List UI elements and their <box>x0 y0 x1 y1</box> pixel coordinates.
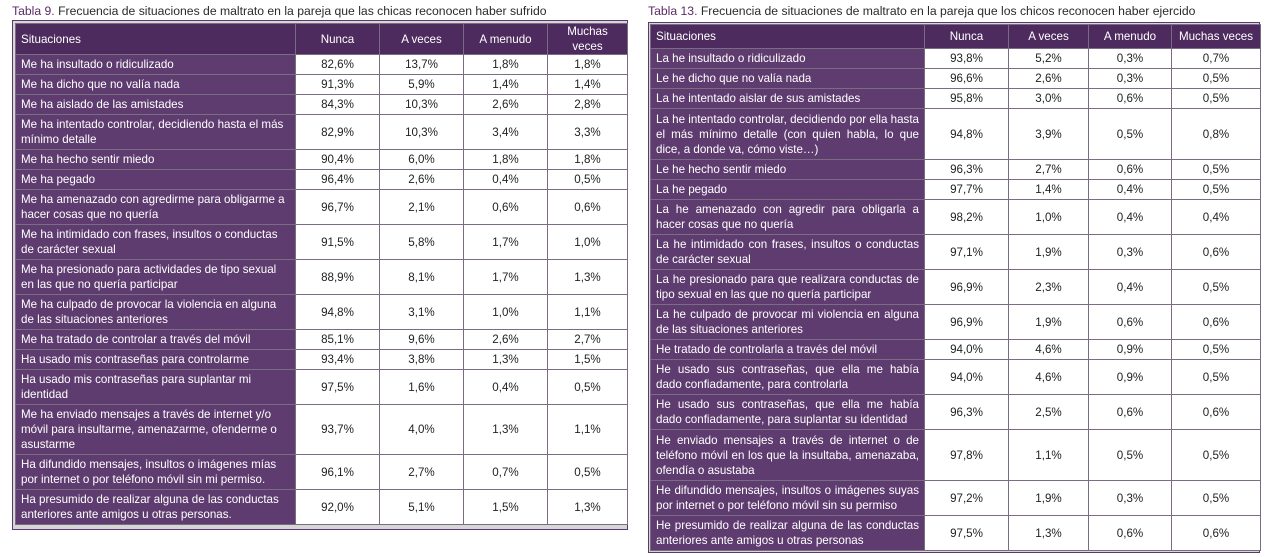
table-row <box>16 225 628 260</box>
cell-a-veces: 3,1% <box>380 295 464 330</box>
cell-situation: Me ha amenazado con agredirme para obligarme a hacer cosas que no quería <box>16 190 296 225</box>
cell-muchas-veces: 0,5% <box>1172 340 1261 360</box>
cell-a-menudo: 0,3% <box>1089 49 1172 69</box>
table-row <box>651 270 1261 305</box>
cell-situation: Le he dicho que no valía nada <box>651 69 925 89</box>
table-13-caption <box>648 0 1260 20</box>
cell-a-menudo: 0,4% <box>1089 180 1172 200</box>
table-row <box>651 89 1261 109</box>
cell-a-menudo: 1,5% <box>464 490 548 525</box>
cell-situation: Ha usado mis contraseñas para suplantar mi identidad <box>16 370 296 405</box>
cell-muchas-veces: 0,6% <box>1172 305 1261 340</box>
table-13-header-situation: Situaciones <box>651 25 925 49</box>
table-9-panel <box>12 0 628 530</box>
cell-a-veces: 2,6% <box>380 170 464 190</box>
cell-muchas-veces: 0,4% <box>1172 200 1261 235</box>
table-row <box>16 455 628 490</box>
cell-situation: Me ha culpado de provocar la violencia en alguna de las situaciones anteriores <box>16 295 296 330</box>
cell-situation: La he intentado controlar, decidiendo por ella hasta el más mínimo detalle (con quien habla, lo que dice, a donde va, cómo viste…) <box>651 109 925 160</box>
cell-situation: Me ha pegado <box>16 170 296 190</box>
cell-situation: He presumido de realizar alguna de las conductas anteriores ante amigos u otras personas <box>651 516 925 551</box>
cell-a-veces: 10,3% <box>380 115 464 150</box>
cell-nunca: 90,4% <box>296 150 380 170</box>
table-9-caption-text: Frecuencia de situaciones de maltrato en la pareja que las chicas reconocen haber sufrido <box>54 4 547 18</box>
cell-a-menudo: 0,6% <box>1089 395 1172 430</box>
cell-situation: Ha usado mis contraseñas para controlarme <box>16 350 296 370</box>
table-row <box>651 430 1261 481</box>
cell-a-menudo: 0,6% <box>1089 305 1172 340</box>
cell-nunca: 97,2% <box>925 481 1009 516</box>
table-13-header-a-veces: A veces <box>1009 25 1089 49</box>
table-row <box>16 75 628 95</box>
cell-nunca: 82,6% <box>296 55 380 75</box>
cell-a-menudo: 0,6% <box>1089 89 1172 109</box>
cell-a-veces: 3,9% <box>1009 109 1089 160</box>
cell-a-menudo: 0,4% <box>464 370 548 405</box>
cell-muchas-veces: 1,8% <box>548 55 628 75</box>
cell-nunca: 94,0% <box>925 360 1009 395</box>
cell-situation: Me ha tratado de controlar a través del móvil <box>16 330 296 350</box>
cell-a-veces: 1,9% <box>1009 305 1089 340</box>
cell-nunca: 92,0% <box>296 490 380 525</box>
table-9-header-situation: Situaciones <box>16 24 296 55</box>
table-row <box>16 95 628 115</box>
table-9-frame <box>12 20 628 530</box>
table-row <box>16 350 628 370</box>
cell-a-veces: 5,2% <box>1009 49 1089 69</box>
cell-situation: La he presionado para que realizara conductas de tipo sexual en las que no quería participar <box>651 270 925 305</box>
cell-muchas-veces: 0,5% <box>1172 481 1261 516</box>
cell-nunca: 91,3% <box>296 75 380 95</box>
cell-a-veces: 5,8% <box>380 225 464 260</box>
cell-a-menudo: 0,9% <box>1089 360 1172 395</box>
cell-situation: Me ha aislado de las amistades <box>16 95 296 115</box>
table-13-caption-text: Frecuencia de situaciones de maltrato en la pareja que los chicos reconocen haber ejercido <box>697 4 1196 18</box>
cell-muchas-veces: 0,5% <box>548 370 628 405</box>
cell-situation: La he intentado aislar de sus amistades <box>651 89 925 109</box>
cell-situation: La he intimidado con frases, insultos o conductas de carácter sexual <box>651 235 925 270</box>
table-row <box>651 395 1261 430</box>
cell-a-menudo: 2,6% <box>464 330 548 350</box>
cell-a-menudo: 0,5% <box>1089 430 1172 481</box>
cell-situation: La he culpado de provocar mi violencia en alguna de las situaciones anteriores <box>651 305 925 340</box>
table-9-header-muchas-veces: Muchas veces <box>548 24 628 55</box>
cell-muchas-veces: 1,4% <box>548 75 628 95</box>
table-9-body <box>16 55 628 525</box>
table-13 <box>650 24 1261 551</box>
table-9 <box>15 23 628 525</box>
cell-muchas-veces: 0,6% <box>548 190 628 225</box>
table-13-frame <box>648 22 1260 553</box>
table-row <box>16 170 628 190</box>
cell-nunca: 95,8% <box>925 89 1009 109</box>
cell-muchas-veces: 1,0% <box>548 225 628 260</box>
table-row <box>16 190 628 225</box>
table-row <box>651 180 1261 200</box>
cell-muchas-veces: 0,5% <box>1172 89 1261 109</box>
cell-a-veces: 13,7% <box>380 55 464 75</box>
table-row <box>651 340 1261 360</box>
cell-nunca: 94,8% <box>925 109 1009 160</box>
cell-a-menudo: 3,4% <box>464 115 548 150</box>
cell-nunca: 93,8% <box>925 49 1009 69</box>
cell-muchas-veces: 0,5% <box>548 455 628 490</box>
cell-nunca: 94,0% <box>925 340 1009 360</box>
cell-a-menudo: 0,6% <box>1089 516 1172 551</box>
cell-situation: Me ha presionado para actividades de tipo sexual en las que no quería participar <box>16 260 296 295</box>
cell-nunca: 97,5% <box>925 516 1009 551</box>
table-9-caption-label: Tabla 9. <box>12 4 55 18</box>
table-row <box>651 481 1261 516</box>
cell-a-menudo: 1,8% <box>464 55 548 75</box>
cell-situation: He usado sus contraseñas, que ella me había dado confiadamente, para controlarla <box>651 360 925 395</box>
cell-muchas-veces: 0,6% <box>1172 516 1261 551</box>
cell-nunca: 94,8% <box>296 295 380 330</box>
cell-muchas-veces: 1,3% <box>548 260 628 295</box>
cell-a-veces: 10,3% <box>380 95 464 115</box>
cell-situation: Me ha enviado mensajes a través de internet y/o móvil para insultarme, amenazarme, ofenderme o asustarme <box>16 405 296 455</box>
cell-a-menudo: 0,9% <box>1089 340 1172 360</box>
cell-a-veces: 1,0% <box>1009 200 1089 235</box>
cell-a-veces: 6,0% <box>380 150 464 170</box>
cell-situation: Me ha intentado controlar, decidiendo hasta el más mínimo detalle <box>16 115 296 150</box>
table-9-header-row <box>16 24 628 55</box>
cell-situation: He enviado mensajes a través de internet o de teléfono móvil en los que la insultaba, amenazaba, ofendía o asustaba <box>651 430 925 481</box>
cell-muchas-veces: 0,5% <box>1172 360 1261 395</box>
cell-a-veces: 4,6% <box>1009 340 1089 360</box>
cell-muchas-veces: 1,3% <box>548 490 628 525</box>
cell-nunca: 96,6% <box>925 69 1009 89</box>
cell-a-veces: 1,6% <box>380 370 464 405</box>
cell-muchas-veces: 1,5% <box>548 350 628 370</box>
cell-a-veces: 4,6% <box>1009 360 1089 395</box>
cell-nunca: 97,1% <box>925 235 1009 270</box>
cell-nunca: 96,9% <box>925 305 1009 340</box>
table-13-body <box>651 49 1261 551</box>
cell-nunca: 98,2% <box>925 200 1009 235</box>
cell-a-menudo: 0,7% <box>464 455 548 490</box>
cell-nunca: 97,8% <box>925 430 1009 481</box>
table-13-header-row <box>651 25 1261 49</box>
table-row <box>651 200 1261 235</box>
cell-muchas-veces: 1,1% <box>548 295 628 330</box>
cell-situation: Me ha insultado o ridiculizado <box>16 55 296 75</box>
cell-a-veces: 1,9% <box>1009 481 1089 516</box>
cell-a-menudo: 0,4% <box>464 170 548 190</box>
cell-a-menudo: 0,6% <box>464 190 548 225</box>
table-row <box>16 150 628 170</box>
table-row <box>16 55 628 75</box>
cell-nunca: 96,3% <box>925 395 1009 430</box>
cell-nunca: 88,9% <box>296 260 380 295</box>
cell-muchas-veces: 1,8% <box>548 150 628 170</box>
table-13-header-nunca: Nunca <box>925 25 1009 49</box>
cell-a-menudo: 2,6% <box>464 95 548 115</box>
table-row <box>651 160 1261 180</box>
cell-a-veces: 3,0% <box>1009 89 1089 109</box>
cell-a-veces: 4,0% <box>380 405 464 455</box>
cell-situation: He difundido mensajes, insultos o imágenes suyas por internet o por teléfono móvil sin su permiso <box>651 481 925 516</box>
cell-muchas-veces: 0,6% <box>1172 395 1261 430</box>
cell-muchas-veces: 0,7% <box>1172 49 1261 69</box>
cell-a-veces: 9,6% <box>380 330 464 350</box>
cell-muchas-veces: 0,5% <box>548 170 628 190</box>
cell-a-veces: 1,4% <box>1009 180 1089 200</box>
table-row <box>16 330 628 350</box>
cell-a-menudo: 1,7% <box>464 225 548 260</box>
table-row <box>651 69 1261 89</box>
cell-a-veces: 2,7% <box>380 455 464 490</box>
cell-a-veces: 2,7% <box>1009 160 1089 180</box>
cell-a-menudo: 1,3% <box>464 405 548 455</box>
cell-situation: Me ha intimidado con frases, insultos o conductas de carácter sexual <box>16 225 296 260</box>
cell-situation: Me ha dicho que no valía nada <box>16 75 296 95</box>
table-row <box>16 405 628 455</box>
table-9-header-a-menudo: A menudo <box>464 24 548 55</box>
cell-muchas-veces: 1,1% <box>548 405 628 455</box>
table-row <box>651 49 1261 69</box>
cell-situation: La he insultado o ridiculizado <box>651 49 925 69</box>
table-13-header-muchas-veces: Muchas veces <box>1172 25 1261 49</box>
cell-muchas-veces: 2,8% <box>548 95 628 115</box>
cell-situation: Me ha hecho sentir miedo <box>16 150 296 170</box>
cell-a-menudo: 1,7% <box>464 260 548 295</box>
table-row <box>651 235 1261 270</box>
cell-nunca: 96,3% <box>925 160 1009 180</box>
cell-muchas-veces: 0,5% <box>1172 160 1261 180</box>
table-row <box>16 115 628 150</box>
cell-a-veces: 2,1% <box>380 190 464 225</box>
cell-nunca: 97,5% <box>296 370 380 405</box>
cell-nunca: 82,9% <box>296 115 380 150</box>
cell-situation: La he amenazado con agredir para obligarla a hacer cosas que no quería <box>651 200 925 235</box>
cell-a-veces: 3,8% <box>380 350 464 370</box>
cell-a-veces: 1,3% <box>1009 516 1089 551</box>
cell-a-menudo: 0,4% <box>1089 270 1172 305</box>
cell-a-menudo: 0,3% <box>1089 235 1172 270</box>
table-9-header-a-veces: A veces <box>380 24 464 55</box>
table-13-caption-label: Tabla 13. <box>648 4 698 18</box>
cell-a-veces: 2,6% <box>1009 69 1089 89</box>
cell-muchas-veces: 3,3% <box>548 115 628 150</box>
cell-a-veces: 5,9% <box>380 75 464 95</box>
cell-nunca: 97,7% <box>925 180 1009 200</box>
cell-nunca: 96,4% <box>296 170 380 190</box>
cell-situation: Ha presumido de realizar alguna de las conductas anteriores ante amigos u otras personas. <box>16 490 296 525</box>
cell-situation: Le he hecho sentir miedo <box>651 160 925 180</box>
cell-a-menudo: 0,3% <box>1089 69 1172 89</box>
cell-muchas-veces: 2,7% <box>548 330 628 350</box>
cell-a-veces: 2,5% <box>1009 395 1089 430</box>
cell-a-veces: 2,3% <box>1009 270 1089 305</box>
cell-nunca: 84,3% <box>296 95 380 115</box>
table-row <box>651 516 1261 551</box>
cell-a-menudo: 1,0% <box>464 295 548 330</box>
cell-muchas-veces: 0,5% <box>1172 270 1261 305</box>
cell-muchas-veces: 0,5% <box>1172 69 1261 89</box>
table-row <box>16 490 628 525</box>
cell-a-veces: 1,9% <box>1009 235 1089 270</box>
table-9-caption <box>12 0 628 20</box>
table-row <box>16 295 628 330</box>
cell-a-menudo: 0,4% <box>1089 200 1172 235</box>
cell-nunca: 96,9% <box>925 270 1009 305</box>
cell-muchas-veces: 0,5% <box>1172 180 1261 200</box>
cell-nunca: 91,5% <box>296 225 380 260</box>
cell-muchas-veces: 0,5% <box>1172 430 1261 481</box>
cell-nunca: 85,1% <box>296 330 380 350</box>
cell-a-menudo: 1,8% <box>464 150 548 170</box>
cell-situation: Ha difundido mensajes, insultos o imágenes mías por internet o por teléfono móvil sin mi permiso. <box>16 455 296 490</box>
table-13-header-a-menudo: A menudo <box>1089 25 1172 49</box>
table-row <box>651 305 1261 340</box>
cell-a-menudo: 0,6% <box>1089 160 1172 180</box>
cell-muchas-veces: 0,6% <box>1172 235 1261 270</box>
cell-a-menudo: 0,3% <box>1089 481 1172 516</box>
cell-situation: He tratado de controlarla a través del móvil <box>651 340 925 360</box>
cell-a-menudo: 1,3% <box>464 350 548 370</box>
table-13-panel <box>648 0 1260 553</box>
cell-nunca: 96,7% <box>296 190 380 225</box>
table-row <box>16 260 628 295</box>
cell-situation: La he pegado <box>651 180 925 200</box>
cell-a-veces: 1,1% <box>1009 430 1089 481</box>
cell-situation: He usado sus contraseñas, que ella me había dado confiadamente, para suplantar su identidad <box>651 395 925 430</box>
cell-nunca: 93,4% <box>296 350 380 370</box>
cell-nunca: 96,1% <box>296 455 380 490</box>
cell-a-veces: 5,1% <box>380 490 464 525</box>
table-9-header-nunca: Nunca <box>296 24 380 55</box>
cell-a-menudo: 0,5% <box>1089 109 1172 160</box>
cell-a-menudo: 1,4% <box>464 75 548 95</box>
cell-muchas-veces: 0,8% <box>1172 109 1261 160</box>
table-row <box>651 360 1261 395</box>
table-row <box>16 370 628 405</box>
cell-a-veces: 8,1% <box>380 260 464 295</box>
table-row <box>651 109 1261 160</box>
cell-nunca: 93,7% <box>296 405 380 455</box>
